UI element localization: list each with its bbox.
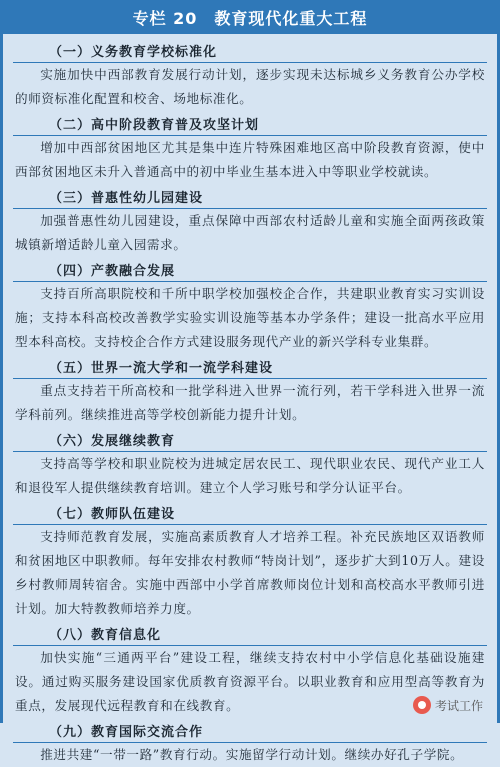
watermark-text: 考试工作	[434, 698, 483, 713]
section-heading: （八）教育信息化	[13, 621, 487, 646]
section-heading: （五）世界一流大学和一流学科建设	[13, 354, 487, 379]
section-heading: （四）产教融合发展	[13, 257, 487, 282]
section-body: 增加中西部贫困地区尤其是集中连片特殊困难地区高中阶段教育资源，使中西部贫困地区未升入普通高中的初中毕业生基本进入中等职业学校就读。	[15, 140, 485, 179]
section-4	[13, 257, 487, 354]
column-title: 专栏 20 教育现代化重大工程	[3, 0, 497, 34]
section-1	[13, 38, 487, 111]
section-5	[13, 354, 487, 427]
section-heading: （二）高中阶段教育普及攻坚计划	[13, 111, 487, 136]
section-9	[13, 718, 487, 767]
chat-bubble-icon	[413, 696, 431, 714]
section-2	[13, 111, 487, 184]
section-body: 实施加快中西部教育发展行动计划，逐步实现未达标城乡义务教育公办学校的师资标准化配置和校舍、场地标准化。	[15, 67, 485, 106]
section-heading: （九）教育国际交流合作	[13, 718, 487, 743]
section-heading: （三）普惠性幼儿园建设	[13, 184, 487, 209]
section-heading: （一）义务教育学校标准化	[13, 38, 487, 63]
section-body: 重点支持若干所高校和一批学科进入世界一流行列，若干学科进入世界一流学科前列。继续推进高等学校创新能力提升计划。	[15, 383, 485, 422]
section-body: 支持高等学校和职业院校为进城定居农民工、现代职业农民、现代产业工人和退役军人提供继续教育培训。建立个人学习账号和学分认证平台。	[15, 456, 485, 495]
section-6	[13, 427, 487, 500]
section-7	[13, 500, 487, 621]
section-body: 支持百所高职院校和千所中职学校加强校企合作，共建职业教育实习实训设施；支持本科高校改善教学实验实训设施等基本办学条件；建设一批高水平应用型本科高校。支持校企合作方式建设服务现代产业的新兴学科专业集群。	[15, 286, 485, 349]
section-body: 加快实施“三通两平台”建设工程，继续支持农村中小学信息化基础设施建设。通过购买服务建设国家优质教育资源平台。以职业教育和应用型高等教育为重点，发展现代远程教育和在线教育。	[15, 650, 485, 713]
section-body: 支持师范教育发展，实施高素质教育人才培养工程。补充民族地区双语教师和贫困地区中职教师。每年安排农村教师“特岗计划”，逐步扩大到10万人。建设乡村教师周转宿舍。实施中西部中小学首席教师岗位计划和高校高水平教师引进计划。加大特教教师培养力度。	[15, 529, 485, 616]
section-body: 推进共建“一带一路”教育行动。实施留学行动计划。继续办好孔子学院。	[40, 747, 464, 762]
section-heading: （六）发展继续教育	[13, 427, 487, 452]
watermark	[409, 695, 487, 715]
section-heading: （七）教师队伍建设	[13, 500, 487, 525]
section-3	[13, 184, 487, 257]
section-body: 加强普惠性幼儿园建设，重点保障中西部农村适龄儿童和实施全面两孩政策城镇新增适龄儿童入园需求。	[15, 213, 485, 252]
column-content	[3, 34, 497, 767]
